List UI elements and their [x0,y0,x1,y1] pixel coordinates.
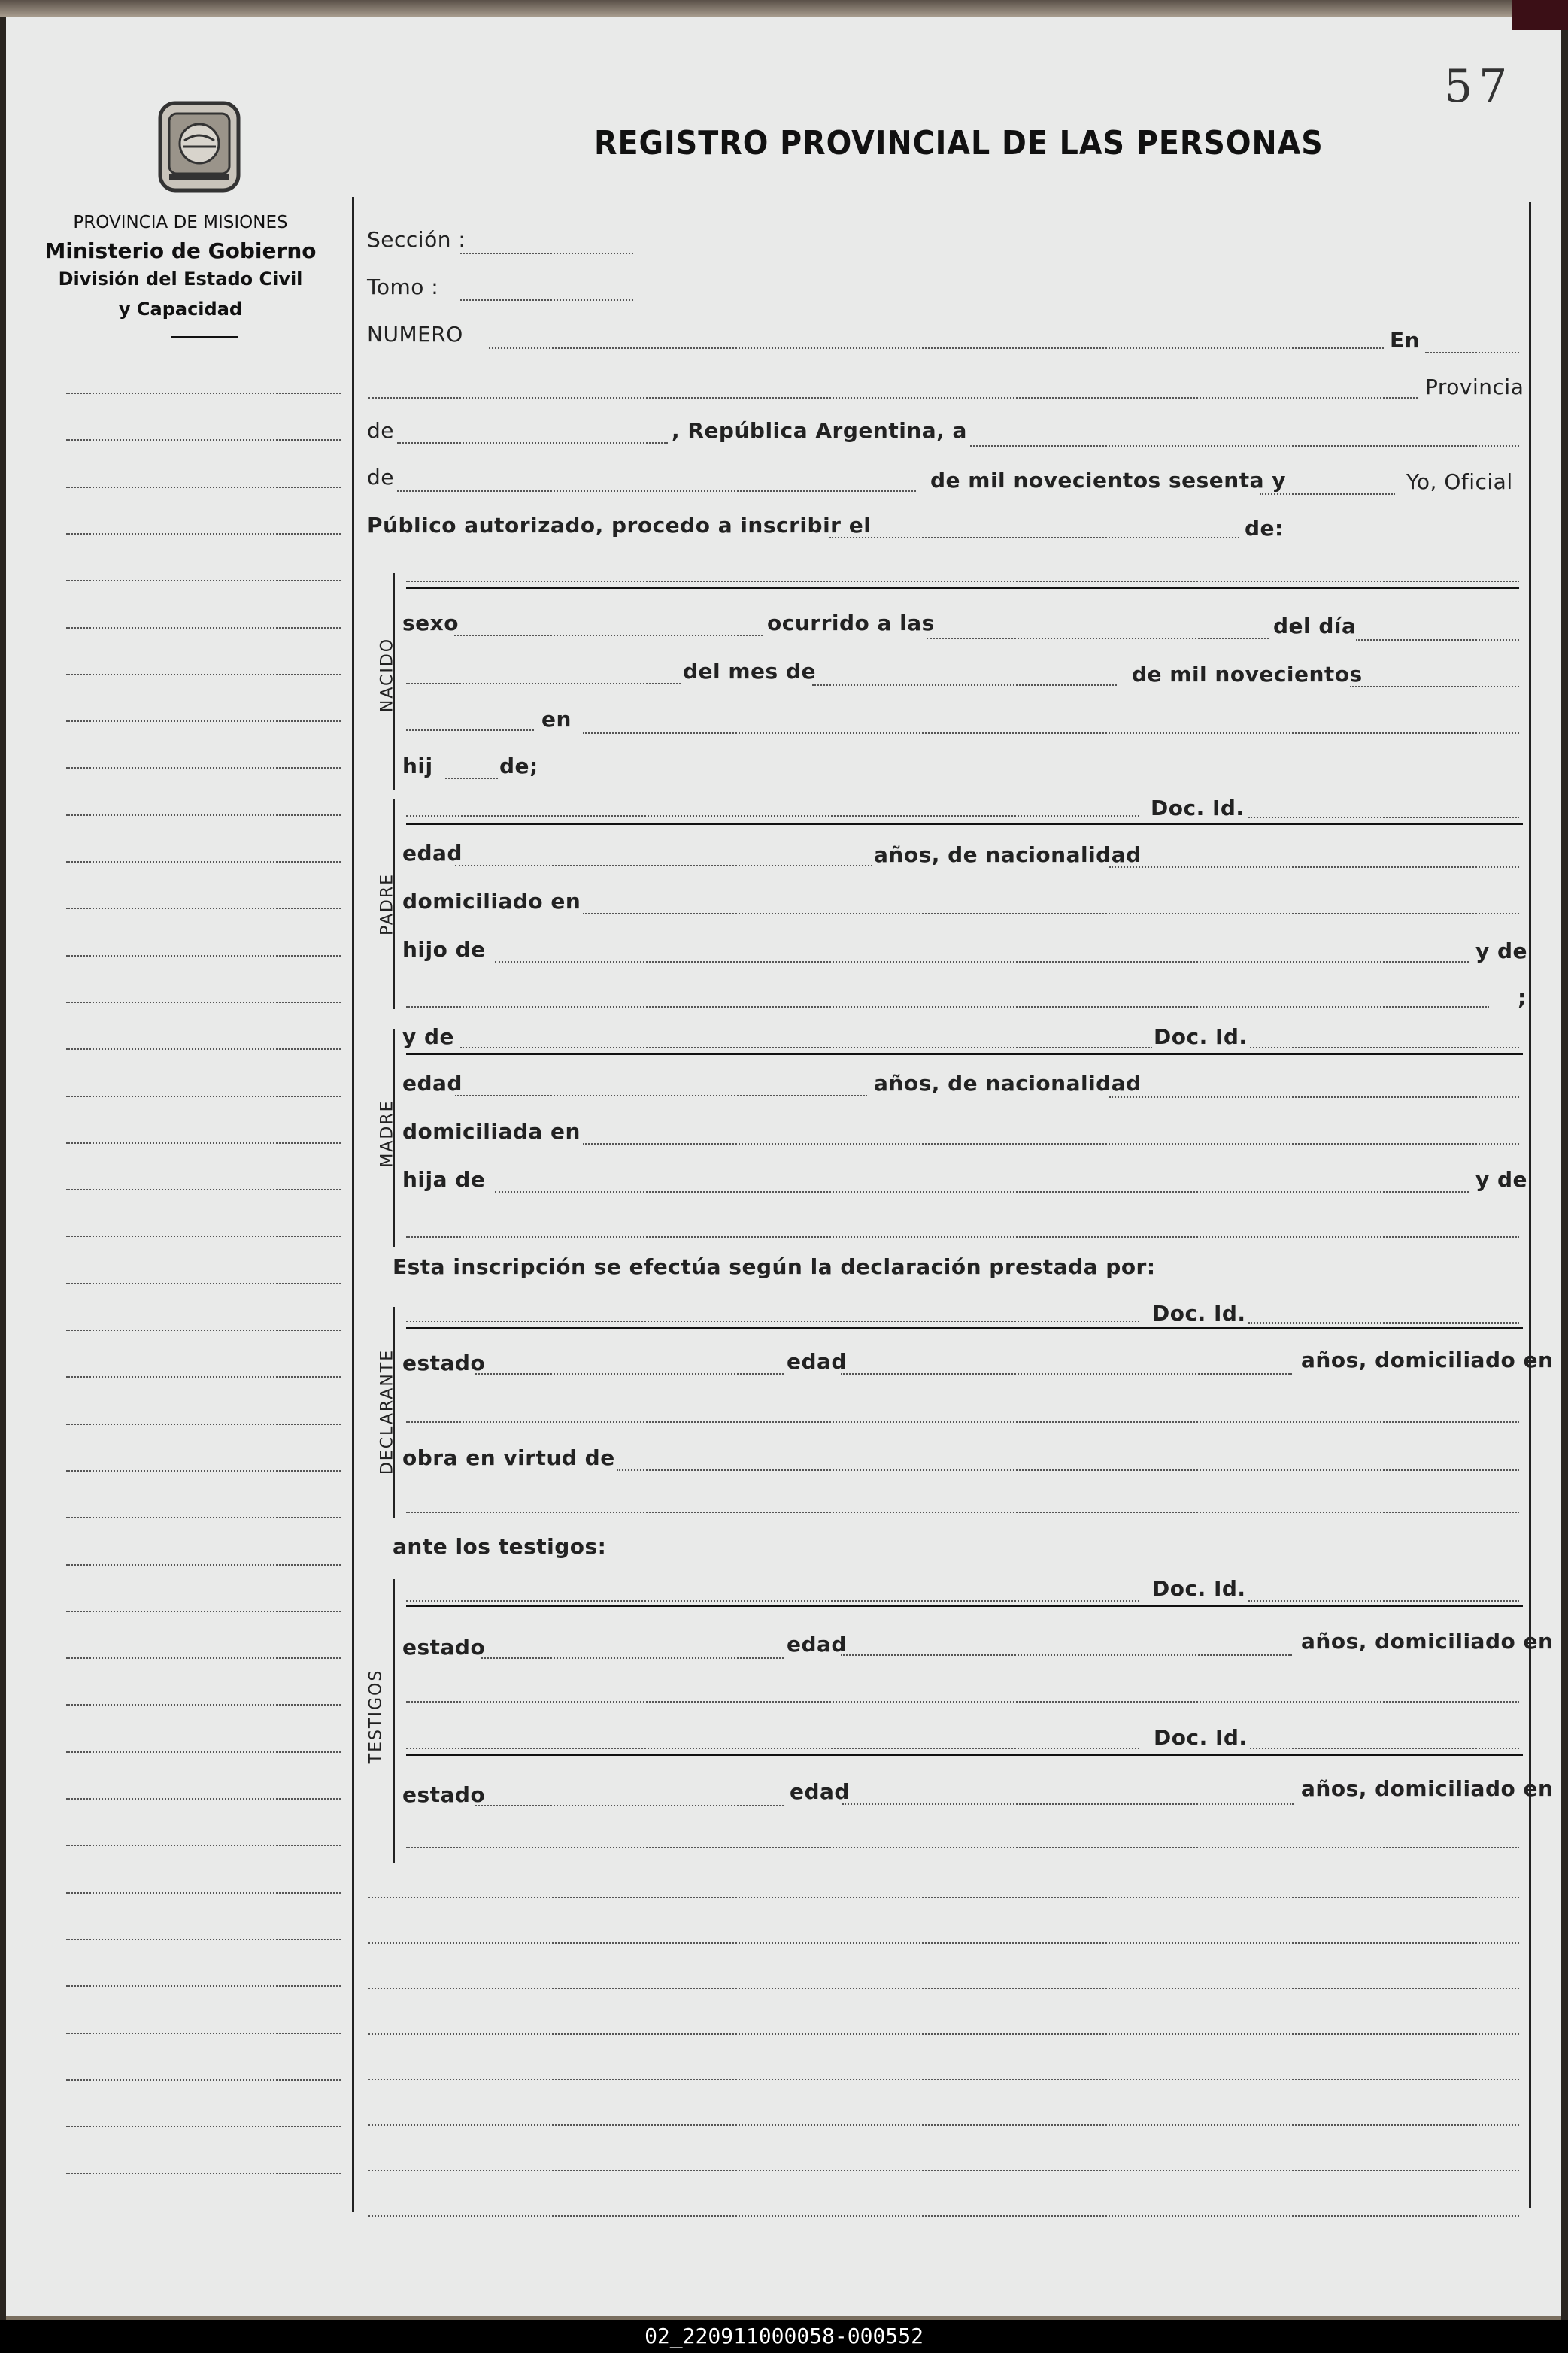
declarante-obra-label: obra en virtud de [402,1445,615,1470]
margin-line[interactable] [66,627,341,629]
sexo-label: sexo [402,611,459,635]
padre-domicilio-field[interactable] [583,913,1519,914]
madre-y-de2-label: y de [1475,1167,1528,1192]
madre-label: MADRE [378,1099,397,1168]
nacido-label: NACIDO [378,637,397,713]
margin-line[interactable] [66,1048,341,1050]
testigo2-name-field[interactable] [406,1748,1139,1749]
margin-line[interactable] [66,1424,341,1425]
margin-line[interactable] [66,1096,341,1097]
testigos-bracket [393,1579,395,1863]
yo-oficial-label: Yo, Oficial [1406,469,1513,494]
notes-line[interactable] [368,2079,1519,2080]
margin-line[interactable] [66,1985,341,1987]
en-place-label: en [541,707,572,732]
testigo2-doc-label: Doc. Id. [1154,1725,1248,1750]
tomo-label: Tomo : [367,274,439,299]
testigo2-doc-field[interactable] [1250,1748,1519,1749]
notes-line[interactable] [368,2215,1519,2217]
hij-field[interactable] [445,778,498,779]
book-corner [1512,0,1568,30]
margin-line[interactable] [66,767,341,769]
testigo1-estado-field[interactable] [481,1657,784,1659]
margin-line[interactable] [66,861,341,863]
hora-field[interactable] [927,638,1269,639]
margin-line[interactable] [66,1564,341,1566]
en-label: En [1390,328,1421,353]
dia-field[interactable] [1356,639,1519,641]
madre-domicilio-field[interactable] [583,1143,1519,1145]
notes-line[interactable] [368,1897,1519,1898]
republica-label: , República Argentina, a [672,418,967,443]
hij-label: hij [402,754,433,778]
padre-abuela-field[interactable] [406,1006,1489,1008]
act-type-field[interactable] [829,537,1239,538]
madre-nacionalidad-label: años, de nacionalidad [874,1071,1142,1096]
testigo2-domiciliado-label: años, domiciliado en [1301,1776,1554,1801]
declarante-estado-field[interactable] [475,1373,784,1375]
testigo2-edad-label: edad [790,1779,850,1804]
header-ministry: Ministerio de Gobierno [44,238,317,263]
margin-line[interactable] [66,1798,341,1800]
margin-line[interactable] [66,1189,341,1190]
madre-doc-label: Doc. Id. [1154,1024,1248,1049]
madre-abuela-field[interactable] [406,1236,1519,1238]
margin-line[interactable] [66,1939,341,1940]
margin-line[interactable] [66,814,341,816]
padre-edad-field[interactable] [455,865,872,866]
madre-nacionalidad-field[interactable] [1109,1096,1519,1098]
de2-label: de [367,465,394,490]
padre-abuelo-field[interactable] [495,961,1469,963]
margin-line[interactable] [66,1330,341,1331]
image-id-bar: 02_220911000058-000552 [0,2320,1568,2353]
padre-name-field[interactable] [406,815,1139,817]
padre-doc-label: Doc. Id. [1151,796,1245,820]
margin-line[interactable] [66,1376,341,1378]
del-dia-label: del día [1273,614,1357,638]
testigo1-name-field[interactable] [406,1600,1139,1602]
de-colon-label: de: [1245,516,1284,541]
madre-edad-label: edad [402,1071,463,1096]
margin-line[interactable] [66,439,341,441]
padre-semicolon: ; [1518,985,1527,1010]
testigo1-domicilio-field[interactable] [406,1701,1519,1703]
testigo2-estado-label: estado [402,1782,486,1807]
header-province: PROVINCIA DE MISIONES [73,213,288,232]
madre-hija-de-label: hija de [402,1167,486,1192]
margin-line[interactable] [66,2079,341,2081]
provincial-seal-icon [147,94,252,199]
margin-line[interactable] [66,1751,341,1753]
margin-line[interactable] [66,1611,341,1612]
provincia-label: Provincia [1425,374,1524,399]
margin-line[interactable] [66,1470,341,1472]
notes-line[interactable] [368,1988,1519,1989]
date-day-field[interactable] [970,445,1519,447]
margin-line[interactable] [66,580,341,581]
declarante-estado-label: estado [402,1351,486,1375]
margin-line[interactable] [66,1704,341,1706]
margin-line[interactable] [66,1517,341,1518]
testigo1-rule [406,1605,1523,1607]
margin-line[interactable] [66,674,341,675]
padre-edad-label: edad [402,841,463,866]
en-field[interactable] [1425,352,1519,353]
margin-line[interactable] [66,1283,341,1284]
testigo1-doc-field[interactable] [1248,1600,1519,1602]
declarante-obra-field[interactable] [617,1469,1519,1471]
anio-field[interactable] [1350,686,1519,687]
padre-doc-field[interactable] [1248,817,1519,818]
lugar-nacimiento-field[interactable] [583,732,1519,734]
testigo1-doc-label: Doc. Id. [1152,1576,1246,1601]
margin-line[interactable] [66,1845,341,1846]
place-field[interactable] [368,397,1418,399]
tomo-field[interactable] [460,299,633,301]
declarante-edad-label: edad [787,1349,847,1374]
inscripcion-text: Esta inscripción se efectúa según la declaración prestada por: [393,1254,1156,1279]
sexo-field[interactable] [454,635,763,636]
margin-line[interactable] [66,955,341,957]
mes-field[interactable] [812,684,1117,686]
padre-label: PADRE [378,872,397,936]
madre-rule [406,1053,1523,1055]
testigo1-estado-label: estado [402,1635,486,1660]
margin-line[interactable] [66,1142,341,1144]
anio-text-field[interactable] [406,729,534,731]
testigo2-edad-field[interactable] [842,1803,1294,1805]
notes-line[interactable] [368,2033,1519,2035]
margin-line[interactable] [66,720,341,722]
del-mes-label: del mes de [683,659,816,684]
year-field[interactable] [1260,493,1395,495]
testigo2-rule [406,1754,1523,1756]
margin-line[interactable] [66,1002,341,1003]
hij-de-label: de; [499,754,538,778]
margin-line[interactable] [66,2033,341,2034]
testigo1-domiciliado-label: años, domiciliado en [1301,1629,1554,1654]
madre-abuelo-field[interactable] [495,1191,1469,1193]
dia-text-field[interactable] [406,683,681,684]
madre-y-de-label: y de [402,1024,455,1049]
testigo1-edad-field[interactable] [841,1654,1292,1656]
padre-nacionalidad-field[interactable] [1109,866,1519,868]
numero-field[interactable] [489,347,1384,349]
madre-domiciliada-label: domiciliada en [402,1119,581,1144]
declarante-edad-field[interactable] [841,1373,1292,1375]
notes-line[interactable] [368,2124,1519,2126]
name-field[interactable] [406,581,1519,582]
mil-novecientos-label: de mil novecientos [1132,662,1363,687]
date-month-field[interactable] [397,490,916,492]
padre-rule [406,823,1523,825]
margin-line[interactable] [66,393,341,394]
testigo2-estado-field[interactable] [475,1805,784,1806]
declarante-doc-label: Doc. Id. [1152,1301,1246,1326]
padre-domiciliado-label: domiciliado en [402,889,581,914]
margin-line[interactable] [66,1892,341,1894]
de-label: de [367,418,394,443]
madre-edad-field[interactable] [455,1095,867,1096]
main-right-border [1529,202,1531,2208]
form-title: REGISTRO PROVINCIAL DE LAS PERSONAS [594,124,1324,162]
ante-testigos-text: ante los testigos: [393,1534,607,1559]
padre-hijo-de-label: hijo de [402,937,486,962]
margin-line[interactable] [66,1657,341,1659]
header-capacity: y Capacidad [118,299,243,320]
declarante-label: DECLARANTE [378,1348,397,1475]
header-rule [171,336,238,338]
header-division: División del Estado Civil [58,268,303,290]
margin-line[interactable] [66,533,341,535]
page-number: 57 [1444,60,1514,113]
margin-line[interactable] [66,908,341,909]
name-rule [406,587,1519,589]
madre-doc-field[interactable] [1250,1047,1519,1048]
margin-line[interactable] [66,487,341,488]
margin-line[interactable] [66,1236,341,1237]
madre-name-field[interactable] [460,1047,1152,1048]
book-top-edge [0,0,1568,17]
notes-line[interactable] [368,2170,1519,2171]
testigo2-domicilio-field[interactable] [406,1847,1519,1848]
declarante-domicilio-field[interactable] [406,1421,1519,1423]
de-province-field[interactable] [397,442,668,444]
declarante-rule [406,1327,1523,1329]
margin-line[interactable] [66,2126,341,2127]
declarante-domiciliado-label: años, domiciliado en [1301,1348,1554,1372]
declarante-name-field[interactable] [406,1321,1139,1322]
testigo1-edad-label: edad [787,1632,847,1657]
seccion-field[interactable] [460,253,633,254]
notes-line[interactable] [368,1942,1519,1944]
publico-label: Público autorizado, procedo a inscribir el [367,513,872,538]
seccion-label: Sección : [367,227,466,252]
declarante-doc-field[interactable] [1248,1322,1519,1324]
numero-label: NUMERO [367,322,463,347]
padre-nacionalidad-label: años, de nacionalidad [874,842,1142,867]
declarante-extra-field[interactable] [406,1512,1519,1513]
mil-sesenta-label: de mil novecientos sesenta y [930,468,1286,493]
margin-line[interactable] [66,2173,341,2174]
testigos-label: TESTIGOS [366,1669,386,1764]
padre-y-de-label: y de [1475,938,1528,963]
main-left-border [352,197,354,2212]
ocurrido-label: ocurrido a las [767,611,935,635]
